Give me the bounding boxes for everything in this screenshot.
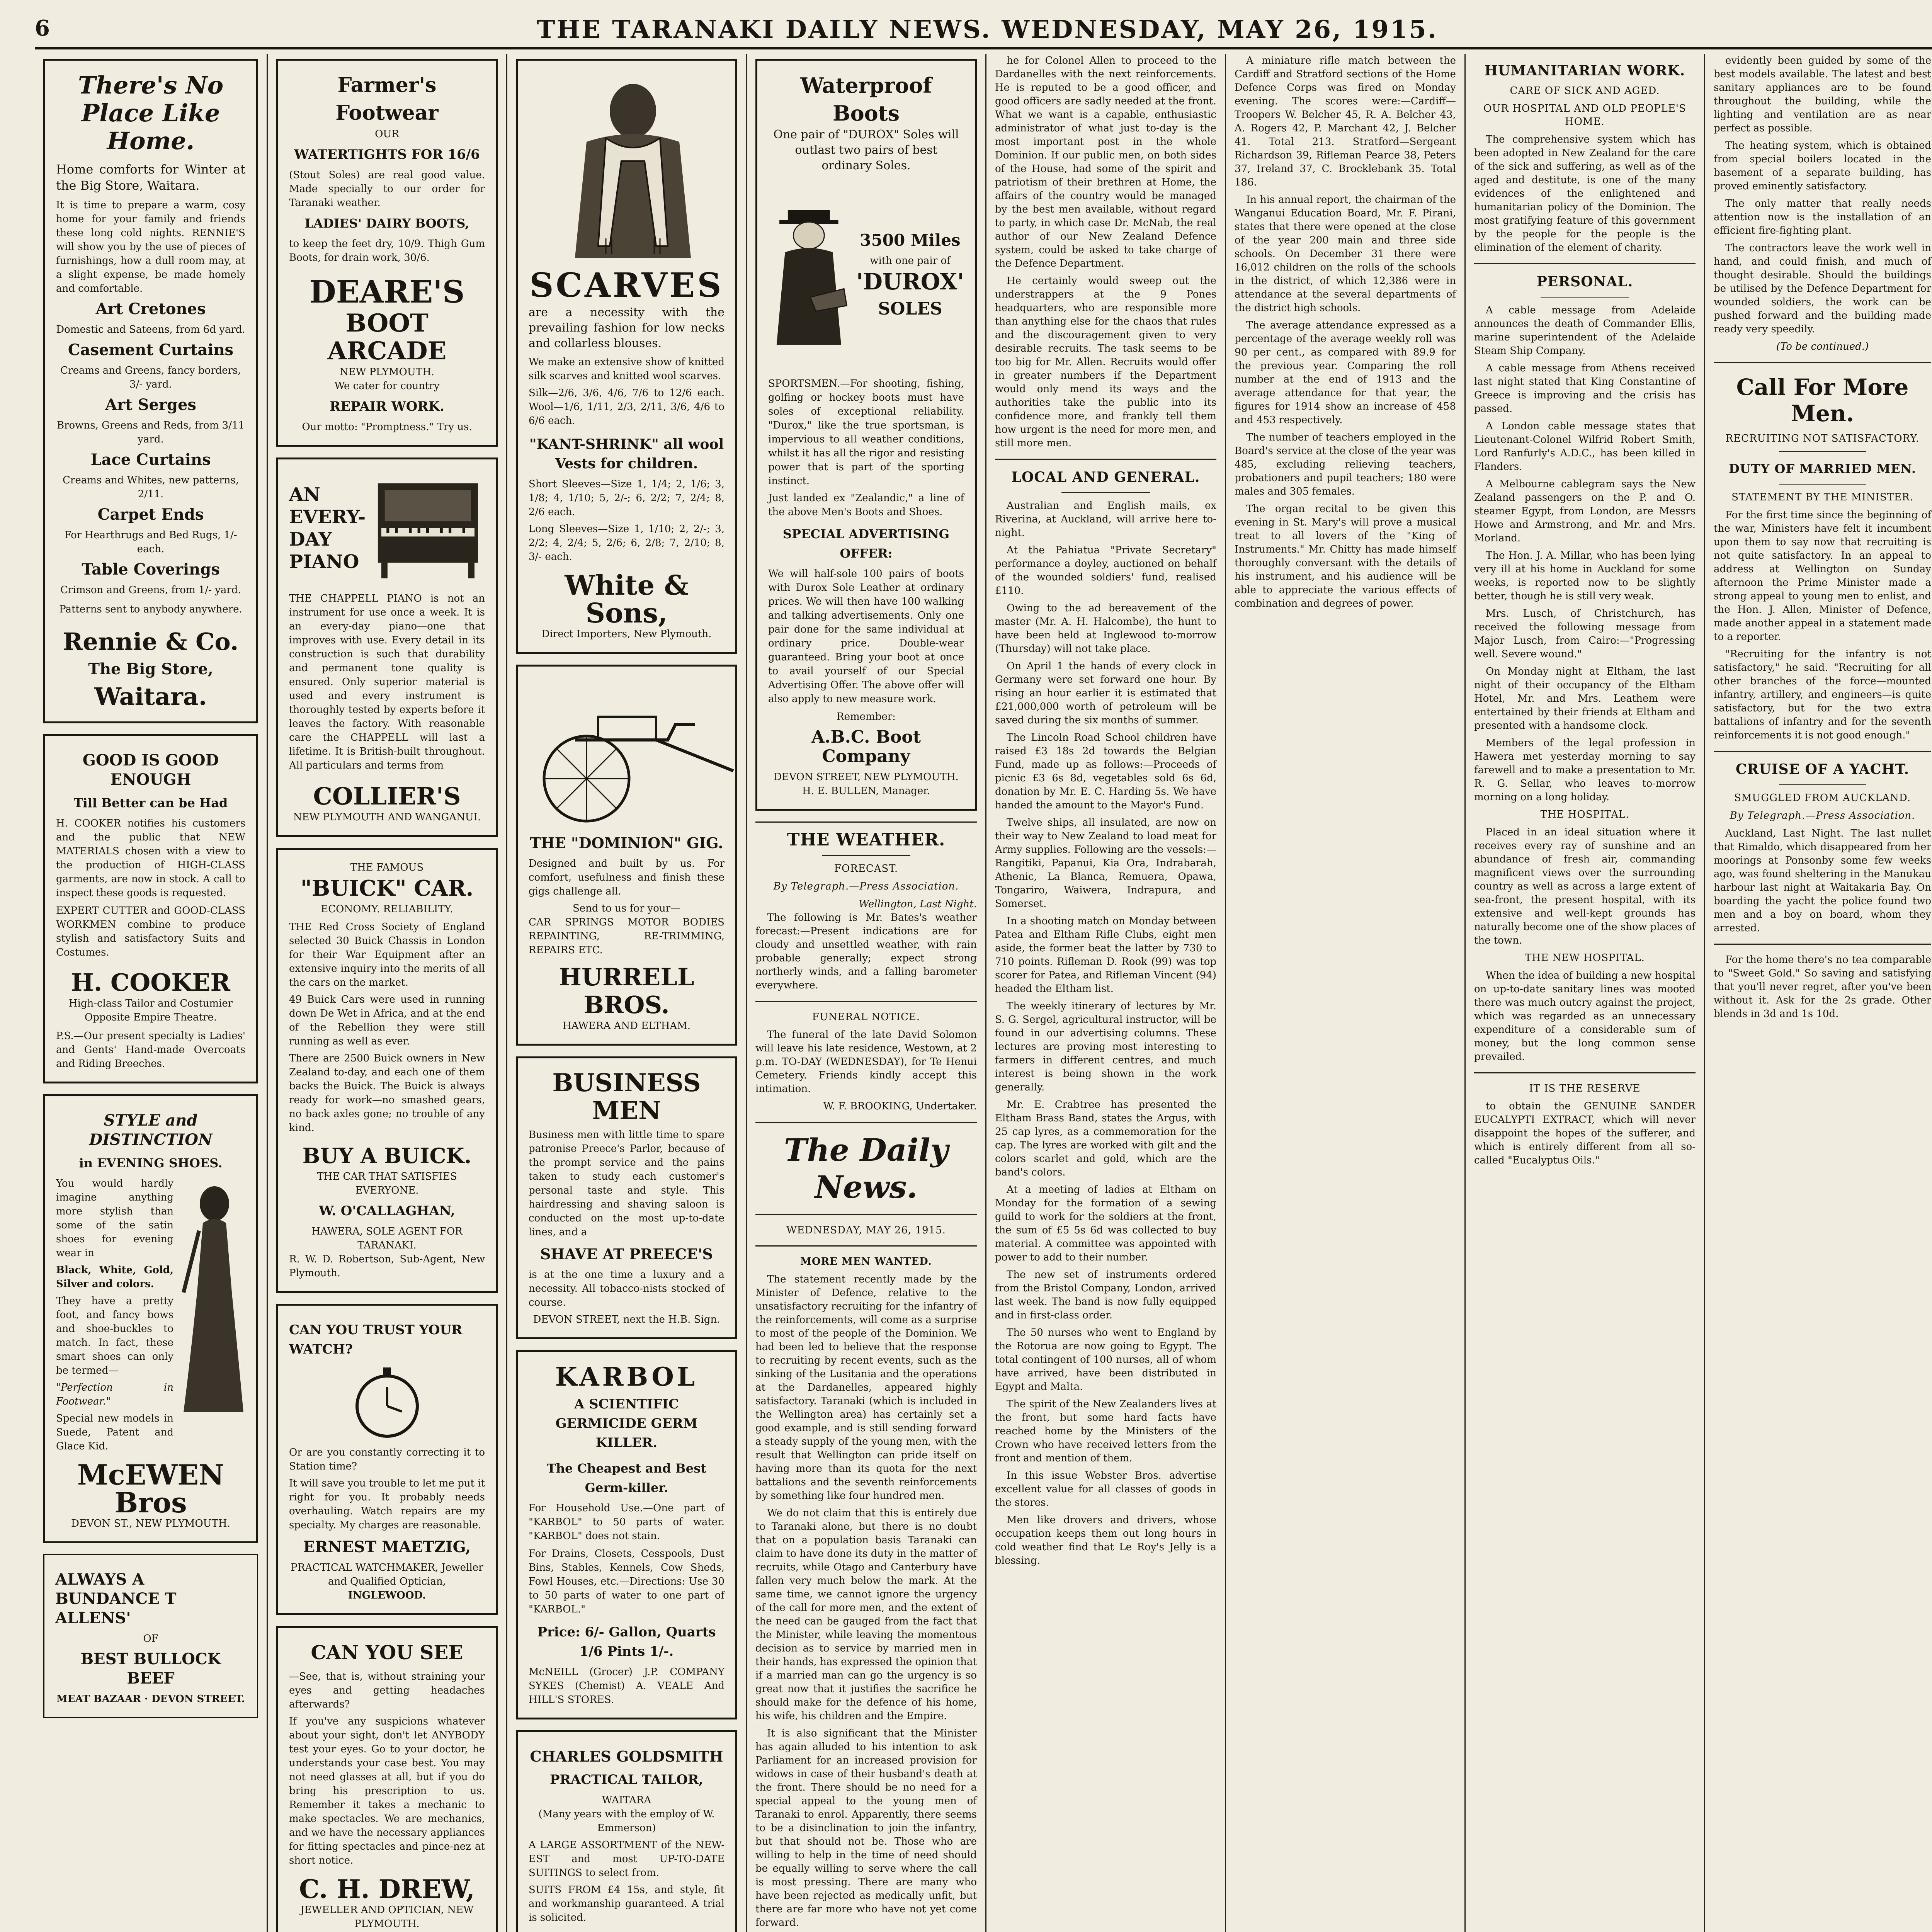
ad-subheadline: Till Better can be Had bbox=[73, 796, 228, 810]
white-sons-advert bbox=[516, 59, 737, 654]
ad-text: P.S.—Our present specialty is Ladies' and Gents' Hand-made Overcoats and Riding Breeches. bbox=[56, 1030, 245, 1070]
ad-text: Silk—2/6, 3/6, 4/6, 7/6 to 12/6 each. Wool—1/6, 1/11, 2/3, 2/11, 3/6, 4/6 to 6/6 each. bbox=[529, 387, 724, 427]
ad-brand-sub: The Big Store, bbox=[88, 660, 213, 678]
news-item: In this issue Webster Bros. advertise excellent value for all classes of goods in the stores. bbox=[995, 1470, 1216, 1509]
editorial-date: WEDNESDAY, MAY 26, 1915. bbox=[786, 1225, 946, 1236]
ad-subheadline: WATERTIGHTS FOR 16/6 bbox=[294, 147, 480, 162]
article-paragraph: "Recruiting for the infantry is not satisfactory," he said. "Recruiting for all other branches of the force—mounted infantry, artillery, and engineers—is quite satisfactory, but for the two extra battalions of infantry and for the seventh reinforcements it is not good enough." bbox=[1714, 648, 1931, 741]
ad-subheadline: in EVENING SHOES. bbox=[79, 1156, 223, 1170]
news-item: Australian and English mails, ex Riverina, at Auckland, will arrive here to-night. bbox=[995, 500, 1216, 539]
ad-brand: C. H. DREW, bbox=[299, 1874, 475, 1904]
call-for-men-heading: Call For More Men. bbox=[1736, 374, 1909, 427]
press-association-line: By Telegraph.—Press Association. bbox=[773, 881, 959, 892]
ad-headline: STYLE and DISTINCTION bbox=[89, 1111, 213, 1149]
news-item: The weekly itinerary of lectures by Mr. S. G. Sergel, agricultural instructor, will be found in our advertising columns. These lectures are proving most interesting to farmers in different centres, and much interest is being shown in the work generally. bbox=[995, 1000, 1216, 1093]
local-general-heading: LOCAL AND GENERAL. bbox=[1011, 469, 1200, 485]
ad-headline: CAN YOU SEE bbox=[311, 1641, 463, 1664]
ad-place: Opposite Empire Theatre. bbox=[84, 1012, 217, 1023]
article-paragraph: The comprehensive system which has been adopted in New Zealand for the care of the sick and suffering, as well as of the aged and destitute, is one of the many evidences of the enlightened and humanitarian policy of the Dominion. The most gratifying feature of this government by the people for the people is the elimination of the element of charity. bbox=[1474, 134, 1696, 253]
hurrell-advert bbox=[516, 665, 737, 1046]
ad-text: There are 2500 Buick owners in New Zealand to-day, and each one of them backs the Buick. The Buick is always ready for work—no smashed gears, no back axles gone; no trouble of any kind. bbox=[289, 1053, 485, 1134]
ad-text: 49 Buick Cars were used in running down De Wet in Africa, and at the end of the Rebellion they were still running as well as ever. bbox=[289, 994, 485, 1047]
ad-place: HAWERA, SOLE AGENT FOR TARANAKI. bbox=[311, 1226, 463, 1251]
column-2 bbox=[267, 54, 506, 1932]
rennie-advert bbox=[43, 59, 258, 723]
yacht-heading: CRUISE OF A YACHT. bbox=[1735, 761, 1910, 777]
yacht-subheading: SMUGGLED FROM AUCKLAND. bbox=[1734, 792, 1911, 804]
recruiting-subheading: RECRUITING NOT SATISFACTORY. bbox=[1725, 433, 1920, 444]
ad-brand: A.B.C. Boot Company bbox=[811, 727, 921, 766]
page-number: 6 bbox=[35, 15, 50, 41]
sander-advert-heading: IT IS THE RESERVE bbox=[1529, 1083, 1641, 1094]
news-item: The spirit of the New Zealanders lives at the front, but some hard facts have reached home by the Ministers of the Crown who have received letters from the front and mention of them. bbox=[995, 1398, 1216, 1464]
column-4 bbox=[746, 54, 985, 1932]
news-item: In his annual report, the chairman of the Wanganui Education Board, Mr. F. Pirani, states that there were opened at the close of the year 200 main and three side schools. On December 31 there were 16,012 children on the rolls of the schools in the district, of which 12,386 were in attendance at the several departments of the district high schools. bbox=[1235, 194, 1456, 314]
ad-brand: Rennie & Co. bbox=[63, 628, 239, 656]
durox-badge-text: with one pair of bbox=[870, 255, 951, 267]
news-item: The organ recital to be given this evening in St. Mary's will prove a musical treat to all lovers of the "King of Instruments." Mr. Chitty has made himself thoroughly conversant with the details of his instrument, and his audience will be able to appreciate the various effects of combination and degrees of power. bbox=[1235, 503, 1456, 609]
new-hospital-subheading: THE NEW HOSPITAL. bbox=[1525, 952, 1645, 964]
ad-text: (Stout Soles) are real good value. Made specially to our order for Taranaki weather. bbox=[289, 169, 485, 209]
ad-place: JEWELLER AND OPTICIAN, NEW PLYMOUTH. bbox=[300, 1904, 474, 1930]
ad-place: MEAT BAZAAR · DEVON STREET. bbox=[56, 1693, 245, 1705]
humanitarian-subheading: OUR HOSPITAL AND OLD PEOPLE'S HOME. bbox=[1483, 103, 1686, 128]
ad-item: Art Cretones bbox=[95, 300, 206, 318]
ad-subheadline: SPECIAL ADVERTISING OFFER: bbox=[782, 527, 950, 561]
news-item: The new set of instruments ordered from the Bristol Company, London, arrived last week. The band is now fully equipped and in first-class order. bbox=[995, 1269, 1216, 1321]
sander-advert-text: to obtain the GENUINE SANDER EUCALYPTI EXTRACT, which will never disappoint the hopes of the sufferer, and which is entirely different from all so-called "Eucalyptus Oils." bbox=[1474, 1100, 1696, 1166]
ad-place: Waitara. bbox=[94, 682, 207, 711]
ad-subheadline: THE CAR THAT SATISFIES EVERYONE. bbox=[317, 1171, 457, 1196]
ad-item-detail: Creams and Whites, new patterns, 2/11. bbox=[63, 474, 239, 500]
ad-text: We will half-sole 100 pairs of boots with Durox Sole Leather at ordinary prices. We will then have 100 walking and talking advertisements. Only one pair done for the same individual at ordinary price. Double-wear guaranteed. Bring your boot at once to avail yourself of our Special Advertising Offer. The above offer will also apply to new measure work. bbox=[768, 568, 964, 705]
news-item: A miniature rifle match between the Cardiff and Stratford sections of the Home Defence Corps was fired on Monday evening. The scores were:—Cardiff—Troopers W. Belcher 45, R. A. Belcher 43, A. Rogers 42, P. Marchant 42, J. Belcher 41. Total 213. Stratford—Sergeant Richardson 39, Rifleman Pearce 38, Peters 37, Ireland 37, C. Brocklebank 35. Total 186. bbox=[1235, 55, 1456, 188]
article-paragraph: When the idea of building a new hospital on up-to-date sanitary lines was mooted there was much outcry against the project, which was regarded as an unnecessary expenditure of a considerable sum of money, but the long common sense prevailed. bbox=[1474, 970, 1696, 1063]
ad-brand: HURRELL BROS. bbox=[559, 963, 694, 1019]
personal-item: A London cable message states that Lieutenant-Colonel Wilfrid Robert Smith, Lord Ranfurly's A.D.C., has been killed in Flanders. bbox=[1474, 420, 1696, 473]
column-8 bbox=[1704, 54, 1932, 1932]
personal-item: On Monday night at Eltham, the last night of their occupancy of the Eltham Hotel, Mr. and Mrs. Leathem were entertained by their friends at Eltham and presented with a handsome clock. bbox=[1474, 666, 1696, 731]
durox-badge-brand: 'DUROX' bbox=[856, 269, 964, 295]
ad-headline: "BUICK" CAR. bbox=[300, 876, 474, 901]
ad-text: SUITS FROM £4 15s, and style, fit and workmanship guaranteed. A trial is solicited. bbox=[529, 1884, 724, 1923]
news-item: The average attendance expressed as a percentage of the average weekly roll was 90 per cent., as compared with 89.9 for the previous year. Comparing the roll number at the end of 1913 and the average attendance for that year, the figures for 1914 show an increase of 458 and 453 respectively. bbox=[1235, 320, 1456, 426]
deare-advert bbox=[276, 59, 498, 447]
piano-illustration bbox=[371, 470, 485, 586]
news-item: On April 1 the hands of every clock in Germany were set forward one hour. By rising an hour earlier it is estimated that £21,000,000 worth of petroleum will be saved during the six months of summer. bbox=[995, 660, 1216, 726]
ad-text: EXPERT CUTTER and GOOD-CLASS WORKMEN combine to produce stylish and satisfactory Suits and Costumes. bbox=[56, 905, 245, 958]
ad-subheadline: PRACTICAL TAILOR, bbox=[550, 1772, 703, 1787]
ad-text: Patterns sent to anybody anywhere. bbox=[59, 604, 242, 615]
ad-text: "Perfection in Footwear." bbox=[56, 1382, 173, 1407]
collier-piano-advert bbox=[276, 457, 498, 837]
press-association-line: By Telegraph.—Press Association. bbox=[1730, 810, 1915, 821]
ad-headline: Farmer's Footwear bbox=[335, 73, 439, 125]
ad-text: CAR SPRINGS MOTOR BODIES REPAINTING, RE-TRIMMING, REPAIRS ETC. bbox=[529, 917, 724, 956]
personal-item: A cable message from Adelaide announces the death of Commander Ellis, marine superintendent of the Adelaide Steam Ship Company. bbox=[1474, 304, 1696, 357]
news-item: The Lincoln Road School children have raised £3 18s 2d towards the Belgian Fund, made up as follows:—Proceeds of picnic £3 6s 8d, vegetables sold 6s 6d, donation by Mr. E. C. Harding 5s. We have handed the amount to the Mayor's Fund. bbox=[995, 732, 1216, 811]
undertaker: W. F. BROOKING, Undertaker. bbox=[823, 1100, 977, 1112]
ad-item: Table Coverings bbox=[82, 560, 220, 578]
article-paragraph: Auckland, Last Night. The last nullet that Rimaldo, which disappeared from her moorings at Ponsonby some few weeks ago, was found sheltering in the Manukau harbour last night at Waitakaria Bay. On boarding the yacht the police found two men and a boy on board, whom they arrested. bbox=[1714, 828, 1931, 934]
ad-headline: SCARVES bbox=[529, 266, 724, 305]
scarves-illustration bbox=[529, 76, 737, 262]
ad-place: HAWERA AND ELTHAM. bbox=[562, 1020, 691, 1032]
ad-text: THE FAMOUS bbox=[350, 862, 424, 873]
ad-brand: H. COOKER bbox=[71, 968, 230, 997]
ad-text: It will save you trouble to let me put it right for you. It probably needs overhauling. Watch repairs are my specialty. My charges are reasonable. bbox=[289, 1478, 485, 1531]
married-men-subheading: DUTY OF MARRIED MEN. bbox=[1728, 461, 1917, 476]
ad-subheadline: The Cheapest and Best Germ-killer. bbox=[547, 1461, 706, 1495]
ad-subheadline: "KANT-SHRINK" all wool Vests for children. bbox=[529, 436, 724, 472]
editorial-paragraph: It is also significant that the Minister has again alluded to his intention to ask Parliament for an increased provision for widows in case of their husband's death at the front. There should be no need for a special appeal to the young men of Taranaki to enrol. Apparently, there seems to be a disinclination to join the infantry, but that should not be. Those who are willing to help in the time of need should be equally willing to serve where the call is most pressing. There are many who have been rejected as medically unfit, but there are far more who have not yet come forward. bbox=[755, 1728, 977, 1929]
ad-text: is at the one time a luxury and a necessity. All tobacco-nists stocked of course. bbox=[529, 1269, 724, 1308]
ad-text: REPAIR WORK. bbox=[329, 399, 445, 414]
article-paragraph: The only matter that really needs attention now is the installation of an efficient fire-fighting plant. bbox=[1714, 198, 1931, 236]
ad-subheadline: SHAVE AT PREECE'S bbox=[540, 1245, 713, 1263]
ad-item-detail: Crimson and Greens, from 1/- yard. bbox=[60, 584, 241, 596]
ad-place: WAITARA bbox=[602, 1794, 651, 1806]
ad-text: If you've any suspicions whatever about your sight, don't let ANYBODY test your eyes. Go to your doctor, he understands your case best. You may not need glasses at all, but if you do bring his prescription to us. Remember it takes a mechanic to make spectacles. We are mechanics, and we have the necessary appliances for fitting spectacles and pince-nez at short notice. bbox=[289, 1716, 485, 1866]
ad-headline: BUSINESS MEN bbox=[552, 1068, 701, 1125]
weather-subheading: FORECAST. bbox=[834, 863, 898, 874]
ad-text: Our motto: "Promptness." Try us. bbox=[302, 421, 472, 433]
watch-illustration bbox=[349, 1364, 426, 1441]
ad-brand: McEWEN Bros bbox=[77, 1458, 224, 1519]
ad-item: Art Serges bbox=[105, 396, 196, 414]
ad-text: Long Sleeves—Size 1, 1/10; 2, 2/-; 3, 2/2; 4, 2/4; 5, 2/6; 6, 2/8; 7, 2/10; 8, 3/- each. bbox=[529, 523, 724, 563]
ad-place: NEW PLYMOUTH AND WANGANUI. bbox=[293, 811, 481, 823]
buick-advert bbox=[276, 848, 498, 1293]
column-6 bbox=[1225, 54, 1464, 1932]
ad-subheadline: ECONOMY. RELIABILITY. bbox=[321, 903, 453, 915]
ad-text: One pair of "DUROX" Soles will outlast two pairs of best ordinary Soles. bbox=[773, 128, 959, 172]
ad-text: For Drains, Closets, Cesspools, Dust Bins, Stables, Kennels, Cow Sheds, Fowl Houses, etc.—Directions: Use 30 to 50 parts of water to one part of "KARBOL." bbox=[529, 1548, 724, 1615]
gig-illustration bbox=[529, 682, 737, 829]
ad-text: THE Red Cross Society of England selected 30 Buick Chassis in London for their War Equipment after an extensive inquiry into the merits of all the cars on the market. bbox=[289, 921, 485, 988]
bullock-beef-advert bbox=[43, 1554, 258, 1718]
paper-nameplate: The Daily News. bbox=[784, 1132, 948, 1205]
ad-text: Business men with little time to spare patronise Preece's Parlor, because of the prompt service and the pains taken to study each customer's personal taste and style. This hairdressing and shaving saloon is conducted on the most up-to-date lines, and a bbox=[529, 1129, 724, 1238]
editorial-heading: MORE MEN WANTED. bbox=[800, 1256, 932, 1267]
ad-headline: AN EVERY-DAY PIANO bbox=[289, 484, 366, 573]
ad-text: SPORTSMEN.—For shooting, fishing, golfing or hockey boots must have soles of exceptional reliability. "Durox," like the true sportsman, is impervious to all weather conditions, whilst it has all the rigor and resisting power that is part of the sporting instinct. bbox=[768, 378, 964, 487]
ad-text: Just landed ex "Zealandic," a line of the above Men's Boots and Shoes. bbox=[768, 492, 964, 518]
lady-illustration bbox=[180, 1177, 245, 1416]
ad-place: INGLEWOOD. bbox=[348, 1590, 426, 1601]
humanitarian-heading: HUMANITARIAN WORK. bbox=[1484, 63, 1685, 79]
ad-text: Designed and built by us. For comfort, usefulness and finish these gigs challenge all. bbox=[529, 858, 724, 897]
durox-badge-miles: 3500 Miles bbox=[860, 231, 961, 250]
editorial-paragraph: He certainly would sweep out the understrappers at the 9 Pones headquarters, who are responsible more than anything else for the chaos that rules and the discouragement given to very desirable recruits. The task seems to be too big for Mr. Allen. Recruits would offer in greater numbers if the Department would only mend its ways and the authorities take the public into its confidence more, and frankly tell them how urgent is the need for more men, and still more men. bbox=[995, 275, 1216, 449]
ad-text: BEST BULLOCK BEEF bbox=[80, 1650, 221, 1687]
news-item: The 50 nurses who went to England by the Rotorua are now going to Egypt. The total contingent of 100 nurses, all of whom have arrived, have been distributed in Egypt and Malta. bbox=[995, 1327, 1216, 1393]
ad-text: OUR bbox=[375, 128, 399, 140]
ad-brand-sub: High-class Tailor and Costumier bbox=[68, 998, 233, 1009]
ad-text: They have a pretty foot, and fancy bows and shoe-buckles to match. In fact, these smart shoes can only be termed— bbox=[56, 1295, 173, 1376]
ad-brand: W. O'CALLAGHAN, bbox=[319, 1203, 455, 1219]
ad-item: Lace Curtains bbox=[90, 451, 211, 469]
ad-headline: GOOD IS GOOD ENOUGH bbox=[82, 751, 219, 789]
ad-place: DEVON STREET, NEW PLYMOUTH. bbox=[774, 771, 959, 783]
news-item: At the Pahiatua "Private Secretary" performance a doyley, auctioned on behalf of the wounded soldiers' fund, realised £110. bbox=[995, 544, 1216, 597]
personal-item: Mrs. Lusch, of Christchurch, has received the following message from Major Lusch, from Cairo:—"Progressing well. Severe wound." bbox=[1474, 608, 1696, 660]
ad-place: NEW PLYMOUTH. bbox=[339, 366, 435, 378]
ad-item: Carpet Ends bbox=[97, 505, 204, 524]
personal-item: Members of the legal profession in Hawera met yesterday morning to say farewell and to make a presentation to Mr. R. G. Sellar, who leaves to-morrow morning on a long holiday. bbox=[1474, 737, 1696, 803]
article-paragraph: The heating system, which is obtained from special boilers located in the basement of a separate building, has proved eminently satisfactory. bbox=[1714, 140, 1931, 192]
ad-text: OF bbox=[143, 1633, 158, 1645]
ad-text: It is time to prepare a warm, cosy home for your family and friends these long cold nights. RENNIE'S will show you by the use of pieces of furnishings, how a dull room may, at a slight expense, be made homely and comfortable. bbox=[56, 199, 245, 294]
minister-subheading: STATEMENT BY THE MINISTER. bbox=[1731, 492, 1913, 503]
news-item: In a shooting match on Monday between Patea and Eltham Rifle Clubs, eight men aside, the former beat the latter by 730 to 710 points. Rifleman D. Rook (99) was top scorer for Patea, and Rifleman Vincent (94) headed the Eltham list. bbox=[995, 915, 1216, 995]
ad-brand: ERNEST MAETZIG, bbox=[303, 1538, 471, 1556]
ad-subheadline: A SCIENTIFIC GERMICIDE GERM KILLER. bbox=[555, 1396, 698, 1451]
cooker-advert bbox=[43, 734, 258, 1083]
ad-item-detail: For Hearthrugs and Bed Rugs, 1/- each. bbox=[64, 529, 237, 555]
article-paragraph: The contractors leave the work well in hand, and could finish, and much of thought desirable. Should the buildings be utilised by the Defence Department for wounded soldiers, the work can be pushed forward and the building made ready very speedily. bbox=[1714, 242, 1931, 335]
ad-text: H. COOKER notifies his customers and the public that NEW MATERIALS chosen with a view to the production of HIGH-CLASS garments, are now in stock. A call to inspect these goods is requested. bbox=[56, 818, 245, 899]
hospital-subheading: THE HOSPITAL. bbox=[1540, 809, 1629, 820]
ad-brand: DEARE'S bbox=[309, 274, 465, 310]
column-7 bbox=[1464, 54, 1704, 1932]
tea-advert-text: For the home there's no tea comparable to "Sweet Gold." So saving and satisfying that you'll never regret, after you've been without it. Ask for the 2s grade. Other blends in 3d and 1s 10d. bbox=[1714, 954, 1931, 1020]
ad-text: THE CHAPPELL PIANO is not an instrument for use once a week. It is an every-day piano—one that improves with use. Every detail in its construction is such that durability and permanent tone quality is ensured. Only superior material is used and every instrument is thoroughly tested by experts before it leaves the factory. With reasonable care the CHAPPELL will last a lifetime. It is British-built throughout. All particulars and terms from bbox=[289, 593, 485, 771]
ad-text: Short Sleeves—Size 1, 1/4; 2, 1/6; 3, 1/8; 4, 1/10; 5, 2/-; 6, 2/2; 7, 2/4; 8, 2/6 each. bbox=[529, 478, 724, 518]
karbol-advert bbox=[516, 1350, 737, 1719]
ad-headline: BUY A BUICK. bbox=[302, 1143, 472, 1168]
ad-text: McNEILL (Grocer) J.P. COMPANY SYKES (Chemist) A. VEALE And HILL'S STORES. bbox=[529, 1666, 724, 1706]
preece-advert bbox=[516, 1056, 737, 1339]
article-paragraph: Placed in an ideal situation where it receives every ray of sunshine and an abundance of fresh air, commanding magnificent views over the surrounding country as well as across a large extent of sea-front, the present hospital, with its extensive and well-kept grounds has naturally become one of the show places of the town. bbox=[1474, 827, 1696, 946]
ad-headline: CAN YOU TRUST YOUR WATCH? bbox=[289, 1322, 463, 1357]
news-item: Men like drovers and drivers, whose occupation keeps them out long hours in cold weather find that Le Roy's Jelly is a blessing. bbox=[995, 1514, 1216, 1566]
abc-boot-advert bbox=[755, 59, 977, 811]
mcewen-advert bbox=[43, 1094, 258, 1543]
editorial-paragraph: We do not claim that this is entirely due to Taranaki alone, but there is no doubt that on a population basis Taranaki can claim to have done its duty in the matter of recruits, while Otago and Canterbury have fallen very much below the mark. At the same time, we cannot ignore the urgency of the call for more men, and the extent of the need can be gauged from the fact that the Minister, while leaving the momentous decision as to service by married men in their hands, has expressed the opinion that if a married man can go the urgency is so great now that it justifies the sacrifice he should make for the defence of his home, his wife, his children and the Empire. bbox=[755, 1507, 977, 1722]
ad-manager: H. E. BULLEN, Manager. bbox=[802, 785, 930, 797]
ad-item-detail: Domestic and Sateens, from 6d yard. bbox=[56, 324, 245, 335]
man-with-boot-illustration bbox=[768, 178, 852, 371]
news-item: At a meeting of ladies at Eltham on Monday for the formation of a sewing guild to work for the soldiers at the front, the sum of £5 5s 6d was collected to buy material. A committee was appointed with power to add to their number. bbox=[995, 1184, 1216, 1263]
masthead: THE TARANAKI DAILY NEWS. WEDNESDAY, MAY 26, 1915. bbox=[35, 12, 1932, 49]
editorial-paragraph: The statement recently made by the Minister of Defence, relative to the unsatisfactory recruiting for the infantry of the reinforcements, will come as a surprise to most of the people of the Dominion. We had been led to believe that the response to recruiting by recent events, such as the sinking of the Lusitania and the operations at the Dardanelles, appeared highly satisfactory. Taranaki (which is included in the Wellington area) has certainly set a good example, and is still sending forward a steady supply of the young men, with the result that Wellington can pride itself on having more than its quota for the next battalions and the seventh reinforcements by something like four hundred men. bbox=[755, 1274, 977, 1502]
ad-text: Home comforts for Winter at the Big Store, Waitara. bbox=[56, 162, 245, 193]
ad-headline: Waterproof Boots bbox=[800, 73, 932, 126]
funeral-heading: FUNERAL NOTICE. bbox=[812, 1011, 920, 1023]
ad-price: Price: 6/- Gallon, Quarts 1/6 Pints 1/-. bbox=[537, 1624, 716, 1659]
news-item: Mr. E. Crabtree has presented the Eltham Brass Band, states the Argus, with 25 cap lyres, as a commemoration for the cap. The lyres are worked with gilt and the colors scarlet and gold, which are the band's colors. bbox=[995, 1099, 1216, 1178]
article-paragraph: evidently been guided by some of the best models available. The latest and best sanitary appliances are to be found throughout the building, while the lighting and ventilation are as near perfect as possible. bbox=[1714, 55, 1931, 134]
ad-text: For Household Use.—One part of "KARBOL" to 50 parts of water. "KARBOL" does not stain. bbox=[529, 1502, 724, 1542]
ad-text: A LARGE ASSORTMENT of the NEW-EST and most UP-TO-DATE SUITINGS to select from. bbox=[529, 1839, 724, 1879]
editorial-paragraph: he for Colonel Allen to proceed to the Dardanelles with the next reinforcements. He is reputed to be a good officer, and good officers are sadly needed at the front. What we want is a capable, enthusiastic administrator of what just to-day is the most important post in the whole Dominion. If our public men, on both sides of the House, had some of the spirit and patriotism of their brethren at Home, the affairs of the country would be managed by the best men available, without regard to party, in which case Dr. McNab, the real author of our New Zealand Defence system, could be asked to take charge of the Defence Department. bbox=[995, 55, 1216, 269]
personal-item: A cable message from Athens received last night stated that King Constantine of Greece is improving and the crisis has passed. bbox=[1474, 362, 1696, 415]
ad-text: We make an extensive show of knitted silk scarves and knitted wool scarves. bbox=[529, 356, 724, 382]
ad-headline: There's No Place Like Home. bbox=[78, 71, 224, 155]
humanitarian-subheading: CARE OF SICK AND AGED. bbox=[1510, 85, 1660, 97]
ad-text: Or are you constantly correcting it to Station time? bbox=[289, 1447, 485, 1472]
ad-brand-sub: BOOT ARCADE bbox=[327, 309, 447, 366]
maetzig-advert bbox=[276, 1304, 498, 1615]
ad-headline: THE "DOMINION" GIG. bbox=[530, 834, 723, 852]
dateline: Wellington, Last Night. bbox=[859, 898, 977, 910]
goldsmith-advert bbox=[516, 1730, 737, 1932]
ad-text: Send to us for your— bbox=[572, 903, 681, 914]
ad-item-detail: Browns, Greens and Reds, from 3/11 yard. bbox=[56, 420, 245, 445]
ad-headline: CHARLES GOLDSMITH bbox=[530, 1748, 723, 1765]
personal-item: A Melbourne cablegram says the New Zealand passengers on the P. and O. steamer Egypt, from London, are Messrs Howe and Armstrong, and Mr. and Mrs. Morland. bbox=[1474, 478, 1696, 544]
column-3 bbox=[506, 54, 746, 1932]
ad-brand: COLLIER'S bbox=[313, 782, 461, 810]
ad-text: Black, White, Gold, Silver and colors. bbox=[56, 1264, 173, 1290]
ad-text: to keep the feet dry, 10/9. Thigh Gum Boots, for drain work, 30/6. bbox=[289, 238, 485, 264]
news-item: Owing to the ad bereavement of the master (Mr. A. H. Halcombe), the hunt to have been held at Inglewood to-morrow (Thursday) will not take place. bbox=[995, 602, 1216, 655]
durox-badge-soles: SOLES bbox=[878, 299, 942, 319]
ad-item-detail: Creams and Greens, fancy borders, 3/- yard. bbox=[60, 365, 241, 390]
ad-text: Special new models in Suede, Patent and Glace Kid. bbox=[56, 1413, 173, 1452]
personal-heading: PERSONAL. bbox=[1536, 274, 1633, 290]
ad-text: are a necessity with the prevailing fashion for low necks and collarless blouses. bbox=[529, 306, 724, 350]
weather-text: The following is Mr. Bates's weather forecast:—Present indications are for cloudy and unsettled weather, with rain probable generally; expect strong northerly winds, and a falling barometer everywhere. bbox=[755, 912, 977, 991]
ad-subheadline: LADIES' DAIRY BOOTS, bbox=[304, 216, 469, 231]
column-5 bbox=[985, 54, 1225, 1932]
ad-place: DEVON ST., NEW PLYMOUTH. bbox=[71, 1518, 230, 1529]
news-item: Twelve ships, all insulated, are now on their way to New Zealand to load meat for Army supplies. Following are the vessels:—Rangitiki, Papanui, Kia Ora, Indrabarah, Athenic, La Blanca, Remuera, Opawa, Tongariro, Waiwera, Indrapura, and Somerset. bbox=[995, 817, 1216, 910]
ad-text: You would hardly imagine anything more stylish than some of the satin shoes for evening wear in bbox=[56, 1178, 173, 1259]
ad-text: Remember: bbox=[837, 711, 896, 723]
article-paragraph: For the first time since the beginning of the war, Ministers have felt it incumbent upon them to say now that recruiting is not quite satisfactory. In an appeal to address at Wellington on Sunday afternoon the Prime Minister made a strong appeal to young men to enlist, and the Hon. J. Allen, Minister of Defence, made another appeal in a statement made to a reporter. bbox=[1714, 509, 1931, 643]
personal-item: The Hon. J. A. Millar, who has been lying very ill at his home in Auckland for some weeks, is reported now to be slightly better, though he is still very weak. bbox=[1474, 550, 1696, 602]
drew-advert bbox=[276, 1626, 498, 1932]
ad-brand-sub: PRACTICAL WATCHMAKER, Jeweller and Qualified Optician, bbox=[291, 1562, 483, 1587]
ad-place: Direct Importers, New Plymouth. bbox=[541, 628, 712, 640]
ad-text: ALWAYS A BUNDANCE T ALLENS' bbox=[55, 1570, 177, 1627]
ad-text: —See, that is, without straining your eyes and getting headaches afterwards? bbox=[289, 1671, 485, 1710]
ad-brand: White & Sons, bbox=[565, 569, 689, 629]
news-item: The number of teachers employed in the Board's service at the close of the year was 485, excluding relieving teachers, probationers and pupil teachers; 180 were males and 305 females. bbox=[1235, 432, 1456, 497]
ad-item: Casement Curtains bbox=[68, 341, 234, 359]
ad-text: (Many years with the employ of W. Emmerson) bbox=[538, 1808, 715, 1834]
ad-text: R. W. D. Robertson, Sub-Agent, New Plymouth. bbox=[289, 1253, 485, 1279]
ad-headline: KARBOL bbox=[555, 1362, 698, 1392]
column-1 bbox=[35, 54, 267, 1932]
to-be-continued: (To be continued.) bbox=[1776, 341, 1869, 352]
weather-heading: THE WEATHER. bbox=[787, 830, 946, 850]
ad-text: We cater for country bbox=[334, 380, 440, 392]
ad-place: DEVON STREET, next the H.B. Sign. bbox=[533, 1314, 720, 1325]
funeral-text: The funeral of the late David Solomon will leave his late residence, Westown, at 2 p.m. TO-DAY (WEDNESDAY), for Te Henui Cemetery. Friends kindly accept this intimation. bbox=[755, 1029, 977, 1095]
